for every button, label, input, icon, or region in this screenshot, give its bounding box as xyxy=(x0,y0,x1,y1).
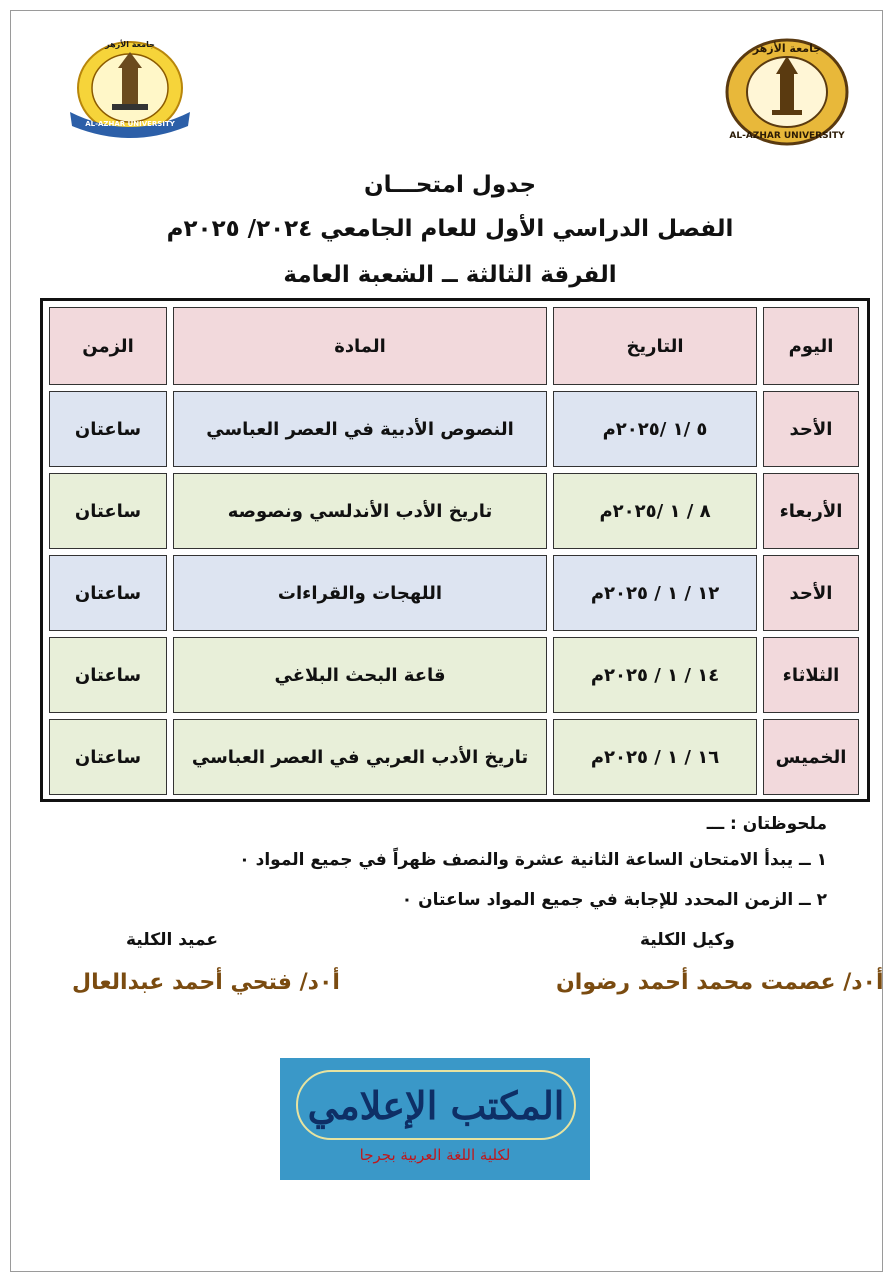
row-subject: تاريخ الأدب العربي في العصر العباسي xyxy=(173,719,547,795)
media-office-banner xyxy=(280,1058,590,1180)
row-duration: ساعتان xyxy=(49,473,167,549)
header-day: اليوم xyxy=(763,307,859,385)
row-duration: ساعتان xyxy=(49,555,167,631)
vice-dean-role: وكيل الكلية xyxy=(640,930,735,950)
row-subject: اللهجات والقراءات xyxy=(173,555,547,631)
media-office-title: المكتب الإعلامي xyxy=(307,1082,565,1128)
al-azhar-university-seal-icon xyxy=(64,38,196,146)
note-item: ٢ ــ الزمن المحدد للإجابة في جميع المواد ساعتان ٠ xyxy=(401,890,827,910)
media-office-oval xyxy=(296,1070,576,1140)
row-date: ٨ / ١ /٢٠٢٥م xyxy=(553,473,757,549)
semester-title: الفصل الدراسي الأول للعام الجامعي ٢٠٢٤/ ٢٠٢٥م xyxy=(166,216,734,242)
row-date: ١٢ / ١ / ٢٠٢٥م xyxy=(553,555,757,631)
row-date: ٥ /١ /٢٠٢٥م xyxy=(553,391,757,467)
page-title: جدول امتحـــان xyxy=(363,172,537,198)
row-subject: تاريخ الأدب الأندلسي ونصوصه xyxy=(173,473,547,549)
row-day: الأحد xyxy=(763,555,859,631)
left-logo-band-text: AL-AZHAR UNIVERSITY xyxy=(85,120,175,128)
al-azhar-university-logo-icon xyxy=(722,36,852,148)
row-duration: ساعتان xyxy=(49,391,167,467)
note-item: ١ ــ يبدأ الامتحان الساعة الثانية عشرة والنصف ظهراً في جميع المواد ٠ xyxy=(239,850,827,870)
row-subject: النصوص الأدبية في العصر العباسي xyxy=(173,391,547,467)
header-date: التاريخ xyxy=(553,307,757,385)
row-duration: ساعتان xyxy=(49,637,167,713)
row-day: الثلاثاء xyxy=(763,637,859,713)
media-office-subtitle: لكلية اللغة العربية بجرجا xyxy=(359,1146,511,1164)
group-title: الفرقة الثالثة ــ الشعبة العامة xyxy=(283,262,617,288)
exam-schedule-table xyxy=(40,298,870,802)
vice-dean-name: أ٠د/ عصمت محمد أحمد رضوان xyxy=(556,970,884,995)
row-subject: قاعة البحث البلاغي xyxy=(173,637,547,713)
left-logo-top-text: جامعة الأزهر xyxy=(105,40,155,49)
row-day: الأحد xyxy=(763,391,859,467)
row-duration: ساعتان xyxy=(49,719,167,795)
right-logo-bottom-text: AL-AZHAR UNIVERSITY xyxy=(729,131,845,141)
row-day: الخميس xyxy=(763,719,859,795)
header-duration: الزمن xyxy=(49,307,167,385)
dean-name: أ٠د/ فتحي أحمد عبدالعال xyxy=(72,970,340,995)
right-logo-top-text: جامعة الأزهر xyxy=(752,42,822,55)
dean-role: عميد الكلية xyxy=(126,930,218,950)
row-date: ١٦ / ١ / ٢٠٢٥م xyxy=(553,719,757,795)
header-subject: المادة xyxy=(173,307,547,385)
notes-heading: ملحوظتان : ـــ xyxy=(706,814,827,834)
row-date: ١٤ / ١ / ٢٠٢٥م xyxy=(553,637,757,713)
row-day: الأربعاء xyxy=(763,473,859,549)
